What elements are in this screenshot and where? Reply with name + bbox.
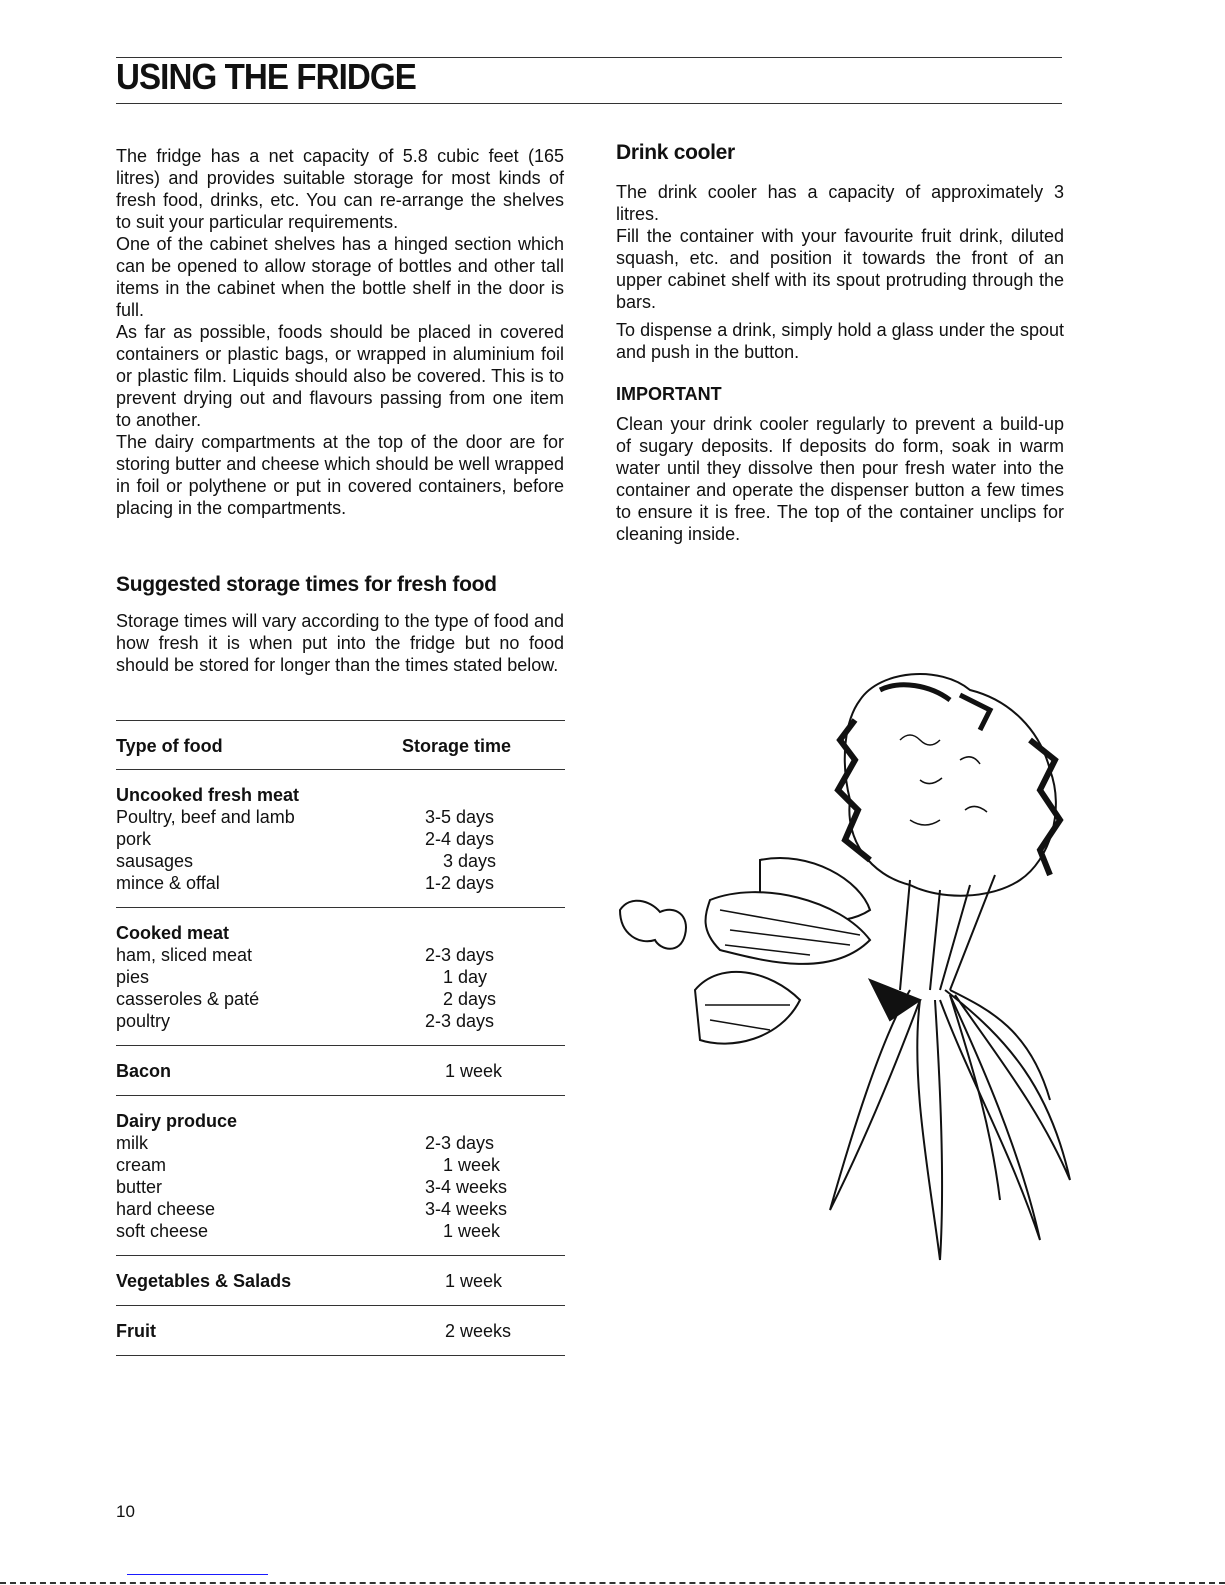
- time-cell: 1 week: [443, 1221, 501, 1241]
- drink-cooler-section: [616, 142, 1064, 545]
- table-group: [116, 770, 565, 908]
- table-row: [116, 806, 565, 828]
- food-cell: butter: [116, 1177, 163, 1197]
- bottom-border: [0, 1582, 1225, 1584]
- group-name: Uncooked fresh meat: [116, 785, 300, 805]
- col-food-header: Type of food: [116, 736, 223, 756]
- group-name-row: [116, 922, 565, 944]
- storage-intro: Storage times will vary according to the type of food and how fresh it is when put into the fridge but no food should be stored for longer than the times stated below.: [116, 611, 564, 675]
- important-heading: IMPORTANT: [616, 384, 722, 404]
- col-time-header: Storage time: [402, 736, 512, 756]
- carrots-drawing: [830, 980, 1070, 1260]
- page-number: 10: [116, 1502, 135, 1521]
- group-time: 1 week: [445, 1271, 503, 1291]
- table-row: [116, 1198, 565, 1220]
- link-underline: [127, 1574, 268, 1575]
- time-cell: 2-3 days: [425, 1133, 495, 1153]
- food-cell: cream: [116, 1155, 167, 1175]
- food-cell: poultry: [116, 1011, 171, 1031]
- group-time: 2 weeks: [445, 1321, 512, 1341]
- time-cell: 2 days: [443, 989, 497, 1009]
- time-cell: 3 days: [443, 851, 497, 871]
- time-cell: 1 day: [443, 967, 488, 987]
- intro-paragraph: The dairy compartments at the top of the door are for storing butter and cheese which should be well wrapped in foil or polythene or put in covered containers, before placing in the compartments.: [116, 432, 564, 518]
- food-cell: mince & offal: [116, 873, 220, 893]
- drink-cooler-paragraph: To dispense a drink, simply hold a glass under the spout and push in the button.: [616, 320, 1064, 362]
- group-name: Cooked meat: [116, 923, 230, 943]
- group-name: Dairy produce: [116, 1111, 238, 1131]
- time-cell: 2-3 days: [425, 945, 495, 965]
- cauliflower-drawing: [838, 674, 1060, 896]
- table-group: [116, 908, 565, 1046]
- table-group: [116, 1256, 565, 1306]
- time-cell: 1 week: [443, 1155, 501, 1175]
- group-name: Vegetables & Salads: [116, 1271, 292, 1291]
- intro-section: [116, 145, 564, 519]
- table-row: [116, 1154, 565, 1176]
- time-cell: 1-2 days: [425, 873, 495, 893]
- table-row: [116, 1132, 565, 1154]
- drink-cooler-paragraph: Fill the container with your favourite fruit drink, diluted squash, etc. and position it towards the front of an upper cabinet shelf with its spout protruding through the bars.: [616, 226, 1064, 312]
- food-cell: milk: [116, 1133, 148, 1153]
- drink-cooler-heading: Drink cooler: [616, 141, 735, 164]
- time-cell: 3-4 weeks: [425, 1177, 508, 1197]
- title-rule: [116, 103, 1062, 104]
- storage-heading: Suggested storage times for fresh food: [116, 573, 497, 596]
- group-name-row: [116, 1060, 565, 1082]
- table-header: [116, 720, 565, 770]
- food-cell: sausages: [116, 851, 194, 871]
- group-name-row: [116, 1320, 565, 1342]
- important-text: Clean your drink cooler regularly to prevent a build-up of sugary deposits. If deposits do form, soak in warm water until they dissolve then pour fresh water into the container and operate the dispenser button a few times to ensure it is free. The top of the container unclips for cleaning inside.: [616, 414, 1064, 544]
- table-group: [116, 1306, 565, 1356]
- time-cell: 3-5 days: [425, 807, 495, 827]
- drink-cooler-paragraph: The drink cooler has a capacity of approximately 3 litres.: [616, 182, 1064, 224]
- group-time: 1 week: [445, 1061, 503, 1081]
- table-row: [116, 850, 565, 872]
- intro-paragraph: The fridge has a net capacity of 5.8 cubic feet (165 litres) and provides suitable storage for most kinds of fresh food, drinks, etc. You can re-arrange the shelves to suit your particular requirements.: [116, 146, 564, 232]
- table-row: [116, 828, 565, 850]
- table-group: [116, 1046, 565, 1096]
- table-row: [116, 1176, 565, 1198]
- food-cell: casseroles & paté: [116, 989, 260, 1009]
- table-row: [116, 966, 565, 988]
- group-name-row: [116, 1270, 565, 1292]
- table-row: [116, 872, 565, 894]
- intro-paragraph: As far as possible, foods should be placed in covered containers or plastic bags, or wrapped in aluminium foil or plastic film. Liquids should also be covered. This is to prevent drying out and flavours passing from one item to another.: [116, 322, 564, 430]
- intro-paragraph: One of the cabinet shelves has a hinged section which can be opened to allow storage of bottles and other tall items in the cabinet when the bottle shelf in the door is full.: [116, 234, 564, 320]
- storage-intro-section: [116, 574, 564, 676]
- food-cell: pork: [116, 829, 152, 849]
- food-cell: Poultry, beef and lamb: [116, 807, 295, 827]
- group-name-row: [116, 1110, 565, 1132]
- food-cell: ham, sliced meat: [116, 945, 253, 965]
- group-name-row: [116, 784, 565, 806]
- vegetables-illustration: [610, 660, 1080, 1270]
- food-cell: pies: [116, 967, 150, 987]
- food-cell: soft cheese: [116, 1221, 209, 1241]
- group-name: Fruit: [116, 1321, 156, 1341]
- time-cell: 2-4 days: [425, 829, 495, 849]
- table-row: [116, 988, 565, 1010]
- storage-table: [116, 720, 565, 1356]
- page-title: USING THE FRIDGE: [116, 56, 416, 97]
- time-cell: 3-4 weeks: [425, 1199, 508, 1219]
- table-group: [116, 1096, 565, 1256]
- table-row: [116, 1220, 565, 1242]
- food-cell: hard cheese: [116, 1199, 216, 1219]
- table-row: [116, 944, 565, 966]
- time-cell: 2-3 days: [425, 1011, 495, 1031]
- group-name: Bacon: [116, 1061, 172, 1081]
- table-row: [116, 1010, 565, 1032]
